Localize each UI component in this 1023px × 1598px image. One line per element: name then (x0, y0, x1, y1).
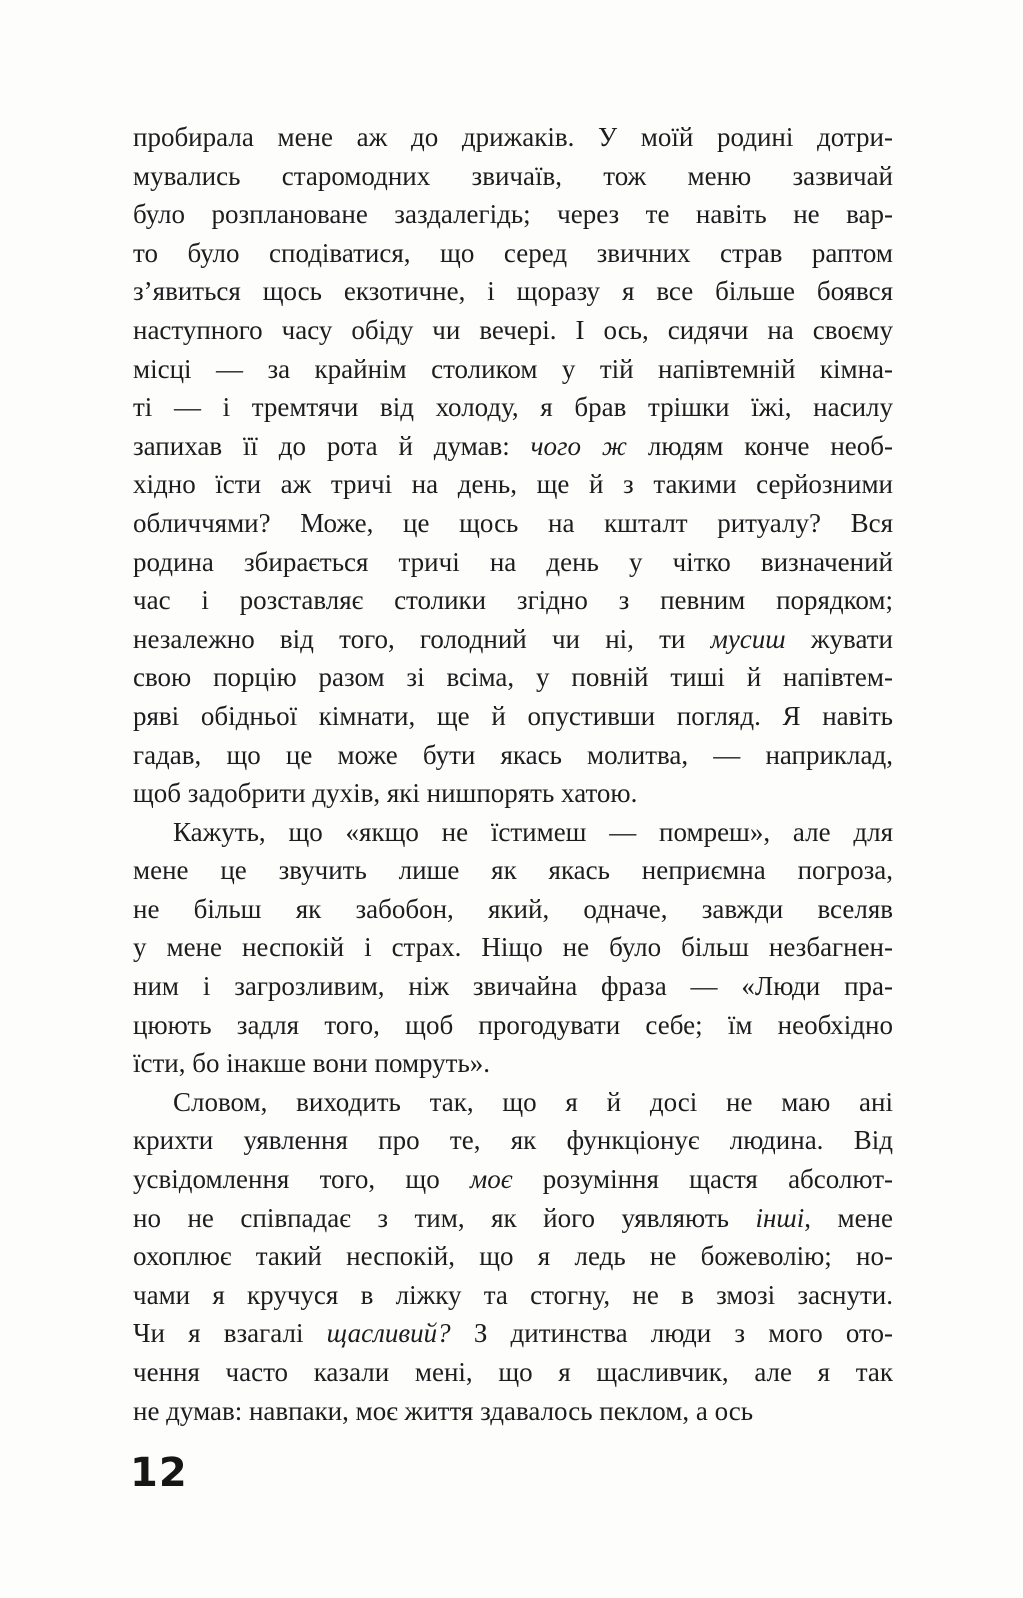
text-line (133, 1160, 893, 1199)
text-run: чення часто казали мені, що я щасливчик, але я так (133, 1357, 893, 1387)
italic-text-run: інші (755, 1202, 805, 1233)
text-line (133, 465, 893, 504)
text-run: родина збирається тричі на день у чітко визначений (133, 546, 893, 577)
text-line (133, 1006, 893, 1045)
text-line (133, 427, 893, 466)
text-run: ті — і тремтячи від холоду, я брав трішки їжі, насилу (133, 392, 893, 423)
text-line (133, 311, 893, 350)
italic-text-run: мусиш (710, 623, 786, 654)
text-run: хідно їсти аж тричі на день, ще й з такими серйозними (133, 469, 893, 500)
text-line (133, 543, 893, 582)
paragraph (133, 1083, 893, 1430)
text-run: ряві обідньої кімнати, ще й опустивши погляд. Я навіть (133, 700, 893, 731)
text-line (133, 1353, 893, 1392)
text-run: но не співпадає з тим, як його уявляють (133, 1202, 756, 1233)
text-run: то було сподіватися, що серед звичних страв раптом (133, 237, 893, 268)
italic-text-run: моє (470, 1164, 513, 1195)
text-line (133, 1083, 893, 1122)
text-run: З дитинства люди з мого ото- (450, 1318, 893, 1349)
italic-text-run: чого ж (530, 430, 628, 461)
text-run: мувались старомодних звичаїв, тож меню зазвичай (133, 160, 893, 191)
text-line (133, 157, 893, 196)
text-line (133, 736, 893, 775)
paragraph (133, 813, 893, 1083)
text-run: пробирала мене аж до дрижаків. У моїй родині дотри- (133, 122, 893, 152)
text-run: свою порцію разом зі всіма, у повній тиші й напівтем- (133, 662, 893, 693)
text-line (133, 1044, 893, 1083)
text-line (133, 851, 893, 890)
text-line (133, 350, 893, 389)
paragraph (133, 118, 893, 813)
text-run: чами я кручуся в ліжку та стогну, не в змозі заснути. (133, 1279, 893, 1310)
text-line (133, 272, 893, 311)
text-run: час і розставляє столики згідно з певним порядком; (133, 585, 893, 616)
text-run: обличчями? Може, це щось на кшталт ритуалу? Вся (133, 507, 893, 538)
text-line (133, 234, 893, 273)
text-run: їсти, бо інакше вони помруть». (133, 1048, 491, 1079)
text-line (133, 581, 893, 620)
text-run: Чи я взагалі (133, 1318, 327, 1349)
text-run: , мене (804, 1202, 893, 1233)
text-run: розуміння щастя абсолют- (512, 1164, 893, 1195)
text-run: охоплює такий неспокій, що я ледь не божеволію; но- (133, 1241, 893, 1272)
text-line (133, 1237, 893, 1276)
text-run: щоб задобрити духів, які нишпорять хатою. (133, 778, 638, 809)
text-run: жувати (785, 623, 893, 654)
text-line (133, 1276, 893, 1315)
italic-text-run: щасливий? (326, 1318, 451, 1349)
text-line (133, 1199, 893, 1238)
text-line (133, 813, 893, 852)
page-number: 12 (130, 1450, 188, 1496)
text-line (133, 504, 893, 543)
text-line (133, 658, 893, 697)
text-run: усвідомлення того, що (133, 1164, 470, 1195)
text-line (133, 388, 893, 427)
text-line (133, 928, 893, 967)
text-run: у мене неспокій і страх. Ніщо не було більш незбагнен- (133, 932, 893, 963)
text-line (133, 1392, 893, 1431)
text-line (133, 620, 893, 659)
text-line (133, 1314, 893, 1353)
text-run: не більш як забобон, який, одначе, завжди вселяв (133, 893, 893, 924)
text-line (133, 890, 893, 929)
text-run: Кажуть, що «якщо не їстимеш — помреш», але для (173, 816, 893, 847)
text-block (133, 118, 893, 1430)
text-line (133, 774, 893, 813)
text-line (133, 1121, 893, 1160)
text-run: людям конче необ- (627, 430, 893, 461)
text-run: незалежно від того, голодний чи ні, ти (133, 623, 711, 654)
text-run: гадав, що це може бути якась молитва, — наприклад, (133, 739, 893, 770)
text-run: ним і загрозливим, ніж звичайна фраза — «Люди пра- (133, 971, 893, 1002)
text-run: було розплановане заздалегідь; через те навіть не вар- (133, 199, 893, 230)
text-run: мене це звучить лише як якась неприємна погроза, (133, 855, 893, 886)
text-run: крихти уявлення про те, як функціонує людина. Від (133, 1125, 893, 1156)
text-run: цюють задля того, щоб прогодувати себе; їм необхідно (133, 1009, 893, 1040)
text-run: наступного часу обіду чи вечері. І ось, сидячи на своєму (133, 314, 893, 345)
text-line (133, 697, 893, 736)
text-line (133, 118, 893, 157)
text-line (133, 967, 893, 1006)
text-run: місці — за крайнім столиком у тій напівтемній кімна- (133, 353, 893, 384)
text-run: Словом, виходить так, що я й досі не маю ані (173, 1086, 893, 1117)
text-run: запихав її до рота й думав: (133, 430, 531, 461)
text-line (133, 195, 893, 234)
text-run: не думав: навпаки, моє життя здавалось пеклом, а ось (133, 1395, 754, 1426)
text-run: з’явиться щось екзотичне, і щоразу я все більше боявся (133, 276, 893, 307)
